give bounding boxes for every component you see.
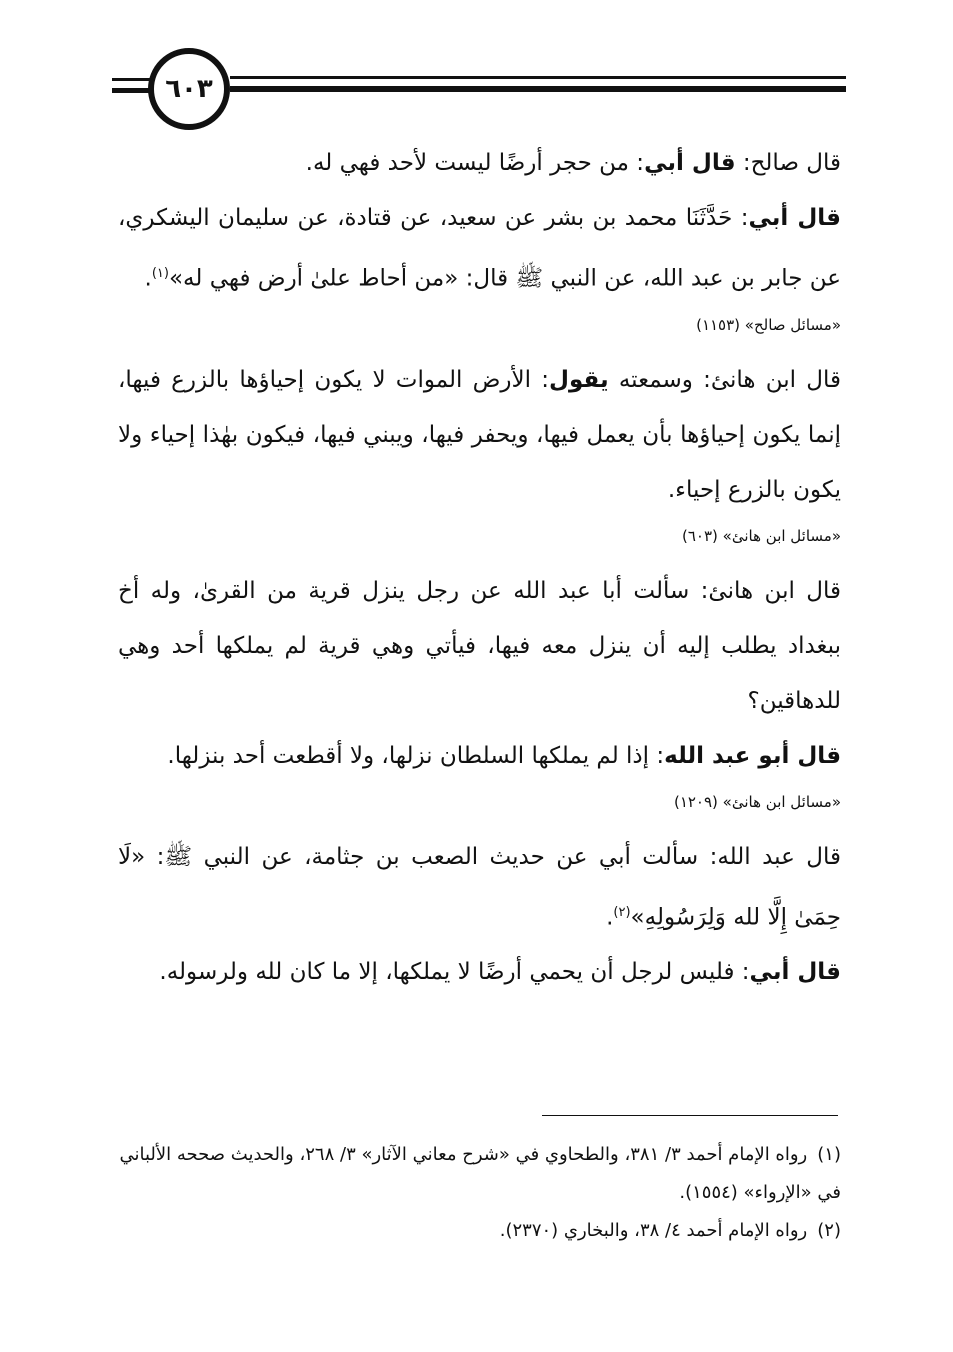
sentence-end: . xyxy=(606,904,614,931)
paragraph xyxy=(118,191,841,307)
sentence-end: . xyxy=(144,265,152,292)
page-number: ٦٠٣ xyxy=(148,48,230,130)
paragraph xyxy=(118,729,841,784)
page-header xyxy=(112,46,846,136)
paragraph-text: : من حجر أرضًا ليست لأحد فهي له. xyxy=(305,150,645,176)
source-citation: «مسائل صالح» (١١٥٣) xyxy=(696,315,841,334)
paragraph xyxy=(118,564,841,729)
footnote xyxy=(118,1136,841,1212)
paragraph-text: قال ابن هانئ: سألت أبا عبد الله عن رجل ينزل قرية من القرىٰ، وله أخ ببغداد يطلب إليه أن ينزل معه فيها، فيأتي وهي قرية لم يملكها أحد وهي للدهاقين؟ xyxy=(118,577,841,714)
paragraph-text: قال ابن هانئ: وسمعته xyxy=(608,366,841,393)
paragraph-text: قال عبد الله: سألت أبي عن حديث الصعب بن جثامة، عن النبي ﷺ: «لَا حِمَىٰ إِلَّا لله وَلِرَسُولِهِ» xyxy=(118,843,841,931)
speaker-label: قال أبي xyxy=(748,205,841,231)
header-rule-right-top xyxy=(230,76,846,79)
paragraph-text: : فليس لرجل أن يحمي أرضًا لا يملكها، إلا ما كان لله ولرسوله. xyxy=(159,959,750,986)
footnote-text: رواه الإمام أحمد ٣/ ٣٨١، والطحاوي في «شرح معاني الآثار» ٣/ ٢٦٨، والحديث صححه الألباني في «الإرواء» (١٥٥٤). xyxy=(119,1144,841,1203)
footnote-marker[interactable]: (٢) xyxy=(613,904,631,920)
header-rule-left-bottom xyxy=(112,88,152,93)
paragraph-text: : حَدَّثَنَا محمد بن بشر عن سعيد، عن قتادة، عن سليمان اليشكري، عن جابر بن عبد الله، عن النبي ﷺ قال: «من أحاط علىٰ أرض فهي له» xyxy=(118,205,841,292)
speaker-label: يقول xyxy=(549,366,609,393)
paragraph-text: قال صالح: xyxy=(735,150,841,176)
paragraph xyxy=(118,830,841,946)
speaker-label: قال أبي xyxy=(749,959,841,986)
header-rule-left-top xyxy=(112,78,152,81)
footnote-number: (٢) xyxy=(817,1220,841,1241)
paragraph xyxy=(118,136,841,191)
source-citation: «مسائل ابن هانئ» (٦٠٣) xyxy=(682,526,841,545)
main-text xyxy=(118,136,841,1000)
footnote-separator xyxy=(542,1115,838,1116)
footnote-text: رواه الإمام أحمد ٤/ ٣٨، والبخاري (٢٣٧٠). xyxy=(499,1220,808,1241)
paragraph-text: : الأرض الموات لا يكون إحياؤها بالزرع فيها، إنما يكون إحياؤها بأن يعمل فيها، ويحفر فيها، ويبني فيها، فيكون بهٰذا إحياء ولا يكون بالزرع إحياء. xyxy=(118,366,841,503)
paragraph xyxy=(118,353,841,518)
speaker-label: قال أبي xyxy=(644,150,736,176)
source-citation: «مسائل ابن هانئ» (١٢٠٩) xyxy=(673,792,841,811)
footnote-number: (١) xyxy=(817,1144,841,1165)
speaker-label: قال أبو عبد الله xyxy=(664,742,841,769)
footnote xyxy=(118,1212,841,1250)
header-rule-right-bottom xyxy=(230,86,846,92)
paragraph xyxy=(118,945,841,1000)
footnote-marker[interactable]: (١) xyxy=(151,266,169,281)
paragraph-text: : إذا لم يملكها السلطان نزلها، ولا أقطعت أحد بنزلها. xyxy=(167,742,665,769)
footnotes xyxy=(118,1136,841,1250)
